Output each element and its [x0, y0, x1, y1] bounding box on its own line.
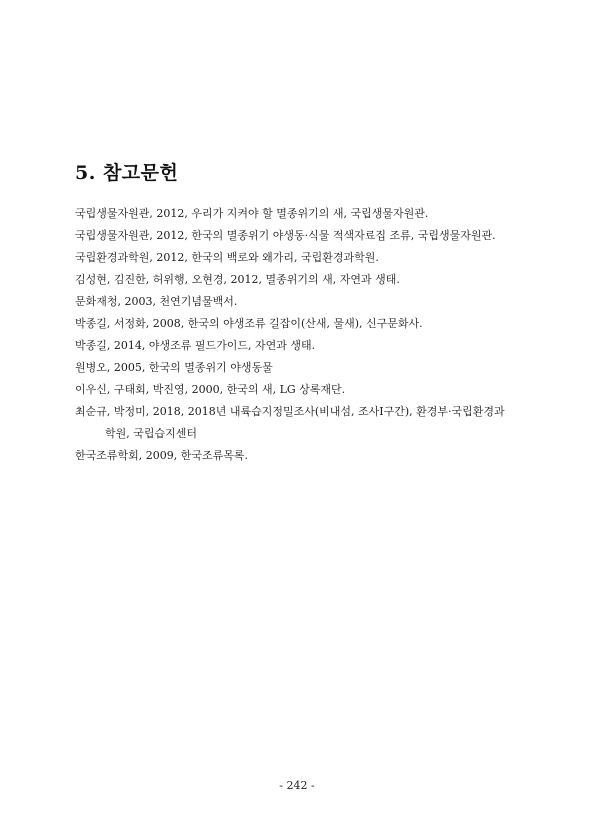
reference-item: 문화재청, 2003, 천연기념물백서. [75, 295, 238, 308]
reference-item: 이우신, 구태회, 박진영, 2000, 한국의 새, LG 상록재단. [75, 383, 346, 396]
reference-item: 한국조류학회, 2009, 한국조류목록. [75, 449, 248, 462]
reference-item: 국립생물자원관, 2012, 우리가 지켜야 할 멸종위기의 새, 국립생물자원관. [75, 207, 429, 220]
reference-item: 최순규, 박정미, 2018, 2018년 내륙습지정밀조사(비내섬, 조사Ⅰ구간), 환경부·국립환경과 [75, 405, 505, 418]
reference-item: 김성현, 김진한, 허위행, 오현경, 2012, 멸종위기의 새, 자연과 생태. [75, 273, 400, 286]
reference-item: 국립환경과학원, 2012, 한국의 백로와 왜가리, 국립환경과학원. [75, 251, 379, 264]
reference-item: 박종길, 2014, 야생조류 필드가이드, 자연과 생태. [75, 339, 316, 352]
page-number: - 242 - [279, 779, 315, 792]
reference-item: 원병오, 2005, 한국의 멸종위기 야생동물 [75, 361, 273, 374]
reference-list [75, 207, 535, 471]
section-title: 5. 참고문헌 [75, 162, 179, 184]
reference-item: 박종길, 서정화, 2008, 한국의 야생조류 길잡이(산새, 물새), 신구문화사. [75, 317, 423, 330]
reference-item: 국립생물자원관, 2012, 한국의 멸종위기 야생동·식물 적색자료집 조류, 국립생물자원관. [75, 229, 496, 242]
reference-item-continuation: 학원, 국립습지센터 [105, 427, 198, 440]
